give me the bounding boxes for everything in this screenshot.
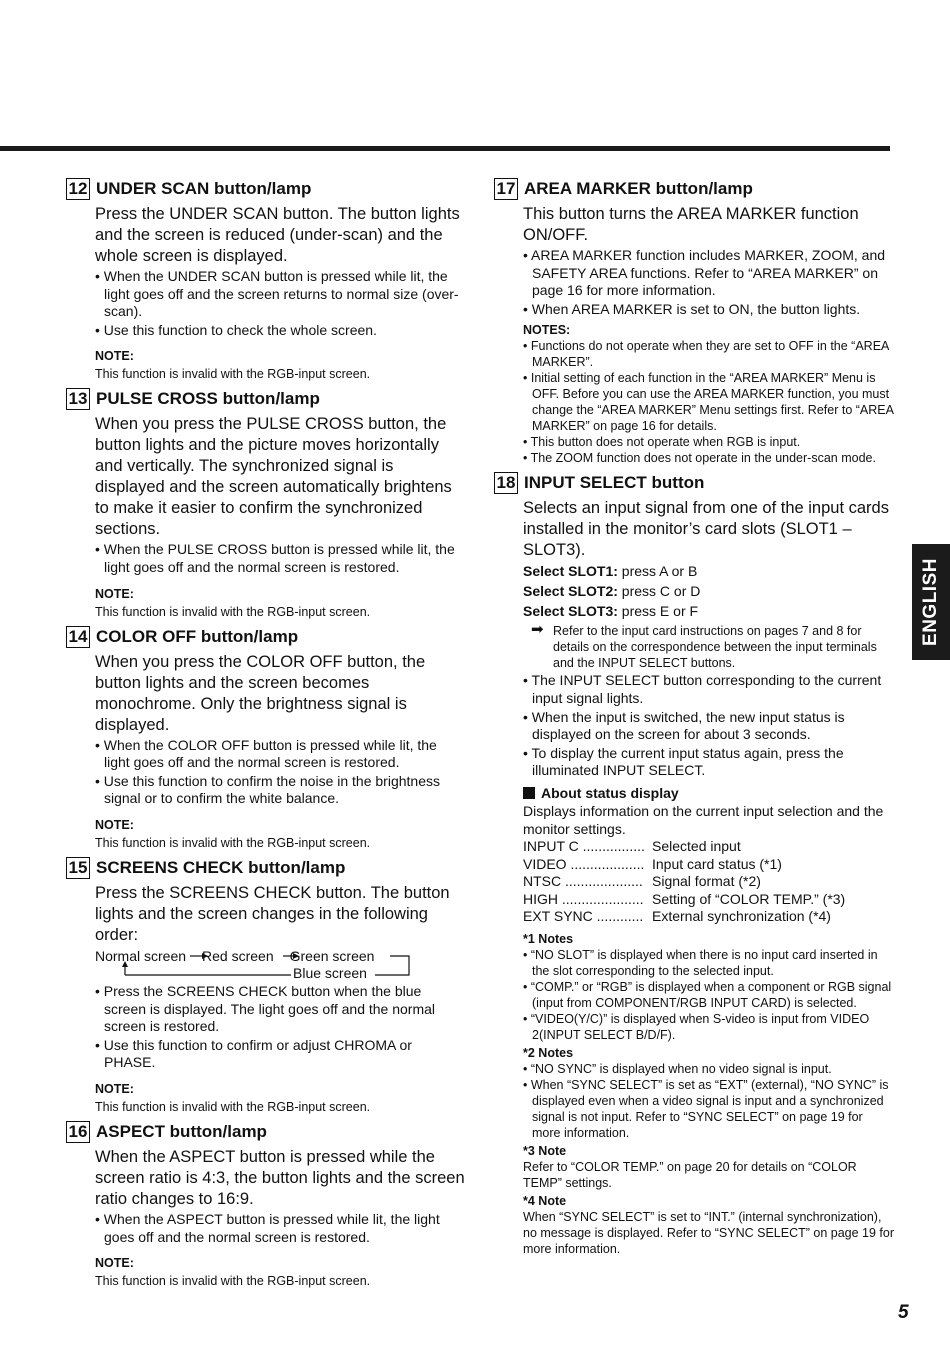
item-number: 14: [66, 626, 90, 648]
note-bullet: • “COMP.” or “RGB” is displayed when a component or RGB signal (input from COMPONENT/RGB INPUT CARD) is selected.: [523, 979, 894, 1011]
section-title: AREA MARKER button/lamp: [524, 179, 753, 198]
bullet: • When the ASPECT button is pressed while lit, the light goes off and the normal screen is restored.: [95, 1211, 466, 1246]
flow-red: Red screen: [202, 947, 274, 964]
slot-row: [523, 601, 894, 621]
slot-label: Select SLOT3:: [523, 603, 618, 620]
section-title: COLOR OFF button/lamp: [96, 626, 299, 646]
status-value: Selected input: [652, 837, 741, 854]
section-lead: This button turns the AREA MARKER function ON/OFF.: [523, 205, 859, 244]
note-bullet: • The ZOOM function does not operate in the under-scan mode.: [523, 450, 894, 466]
item-number: 18: [494, 472, 518, 494]
section-header: [66, 626, 466, 650]
section-title: INPUT SELECT button: [524, 473, 705, 493]
left-column: [66, 178, 466, 1295]
slot-value: press C or D: [617, 583, 701, 600]
notes-4-label: *4 Note: [523, 1193, 567, 1208]
note-bullet: • Initial setting of each function in the “AREA MARKER” Menu is OFF. Before you can use the AREA MARKER function, you must change the “AREA MARKER” Menu settings first. Refer to “AREA MARKER” on page 16 for details.: [523, 370, 894, 434]
status-value: External synchronization (*4): [652, 908, 831, 925]
about-status-heading: [523, 784, 894, 802]
bullet: • When the COLOR OFF button is pressed while lit, the light goes off and the normal screen is restored.: [95, 737, 466, 772]
status-key: HIGH .....................: [523, 890, 644, 907]
item-number: 13: [66, 388, 90, 410]
status-row: [523, 856, 894, 874]
section-aspect: [66, 1121, 466, 1289]
status-row: [523, 891, 894, 909]
section-lead: When you press the COLOR OFF button, the button lights and the screen becomes monochrome. Only the brightness signal is displayed.: [95, 652, 426, 734]
flow-normal: Normal screen: [95, 947, 187, 964]
note-label: NOTE:: [95, 1081, 134, 1096]
bullet: • Use this function to confirm or adjust CHROMA or PHASE.: [95, 1037, 466, 1072]
section-header: [494, 178, 894, 202]
section-title: SCREENS CHECK button/lamp: [96, 857, 346, 877]
section-color-off: [66, 626, 466, 851]
section-lead: Press the SCREENS CHECK button. The button lights and the screen changes in the following order:: [95, 883, 450, 944]
note-bullet: • “NO SLOT” is displayed when there is no input card inserted in the slot corresponding to the selected input.: [523, 947, 894, 979]
note-text: This function is invalid with the RGB-input screen.: [95, 835, 371, 850]
reference-text: Refer to the input card instructions on pages 7 and 8 for details on the correspondence between the input terminals and the INPUT SELECT buttons.: [553, 624, 877, 671]
bullet: • When the UNDER SCAN button is pressed while lit, the light goes off and the screen returns to normal size (over-scan).: [95, 268, 466, 321]
status-value: Signal format (*2): [652, 873, 761, 890]
header-rule: [0, 146, 890, 151]
section-lead: Selects an input signal from one of the input cards installed in the monitor’s card slots (SLOT1 – SLOT3).: [523, 499, 889, 560]
status-value: Input card status (*1): [652, 855, 782, 872]
note-label: NOTE:: [95, 1256, 134, 1271]
slot-label: Select SLOT2:: [523, 583, 618, 600]
note-text: This function is invalid with the RGB-input screen.: [95, 1099, 371, 1114]
status-row: [523, 908, 894, 926]
flow-green: Green screen: [289, 947, 375, 964]
bullet: • When the PULSE CROSS button is pressed while lit, the light goes off and the normal screen is restored.: [95, 541, 466, 576]
section-title: UNDER SCAN button/lamp: [96, 179, 312, 198]
slot-row: [523, 581, 894, 601]
flow-blue: Blue screen: [293, 964, 367, 981]
status-row: [523, 873, 894, 891]
about-title: About status display: [541, 784, 679, 801]
slot-label: Select SLOT1:: [523, 563, 618, 580]
notes-1-label: *1 Notes: [523, 931, 574, 946]
note-bullet: • “VIDEO(Y/C)” is displayed when S-video is input from VIDEO 2(INPUT SELECT B/D/F).: [523, 1011, 894, 1043]
language-tab-label: ENGLISH: [920, 558, 941, 646]
language-tab: [912, 544, 950, 660]
section-header: [494, 472, 894, 496]
status-key: VIDEO ...................: [523, 855, 645, 872]
status-key: EXT SYNC ............: [523, 908, 644, 925]
note-label: NOTE:: [95, 817, 134, 832]
reference-note: [523, 623, 894, 671]
status-row: [523, 838, 894, 856]
bullet: • When AREA MARKER is set to ON, the button lights.: [523, 301, 894, 319]
section-header: [66, 1121, 466, 1145]
note-4-text: When “SYNC SELECT” is set to “INT.” (internal synchronization), no message is displayed. Refer to “SYNC SELECT” on page 19 for more information.: [523, 1209, 895, 1256]
note-bullet: • “NO SYNC” is displayed when no video signal is input.: [523, 1061, 894, 1077]
section-title: ASPECT button/lamp: [96, 1121, 267, 1141]
section-lead: When the ASPECT button is pressed while the screen ratio is 4:3, the button lights and the screen ratio changes to 16:9.: [95, 1147, 465, 1208]
status-value: Setting of “COLOR TEMP.” (*3): [652, 890, 846, 907]
notes-2-label: *2 Notes: [523, 1045, 574, 1060]
item-number: 17: [494, 178, 518, 200]
bullet: • Press the SCREENS CHECK button when the blue screen is displayed. The light goes off and the normal screen is restored.: [95, 983, 466, 1036]
slot-row: [523, 561, 894, 581]
section-screens-check: [66, 857, 466, 1115]
section-under-scan: [66, 178, 466, 382]
right-column: [494, 178, 894, 1263]
flow-line-1: [95, 948, 374, 965]
bullet: • Use this function to check the whole screen.: [95, 322, 466, 340]
status-key: INPUT C ................: [523, 837, 645, 854]
section-lead: Press the UNDER SCAN button. The button lights and the screen is reduced (under-scan) and the whole screen is displayed.: [95, 205, 460, 265]
item-number: 12: [66, 178, 90, 200]
notes-label: NOTES:: [523, 323, 571, 338]
note-bullet: • When “SYNC SELECT” is set as “EXT” (external), “NO SYNC” is displayed even when a video signal is input and a synchronized signal is not input. Refer to “SYNC SELECT” on page 19 for more information.: [523, 1077, 894, 1141]
section-pulse-cross: [66, 388, 466, 619]
note-bullet: • Functions do not operate when they are set to OFF in the “AREA MARKER”.: [523, 338, 894, 370]
notes-3-label: *3 Note: [523, 1143, 567, 1158]
status-key: NTSC ....................: [523, 873, 643, 890]
screen-order-diagram: [95, 948, 466, 982]
section-header: [66, 178, 466, 202]
note-label: NOTE:: [95, 349, 134, 364]
note-text: This function is invalid with the RGB-input screen.: [95, 367, 371, 382]
section-area-marker: [494, 178, 894, 466]
note-text: This function is invalid with the RGB-input screen.: [95, 604, 371, 619]
section-header: [66, 857, 466, 881]
note-label: NOTE:: [95, 586, 134, 601]
item-number: 15: [66, 857, 90, 879]
square-bullet-icon: [523, 787, 535, 799]
slot-value: press A or B: [617, 563, 698, 580]
bullet: • The INPUT SELECT button corresponding to the current input signal lights.: [523, 672, 894, 707]
page-number: 5: [898, 1302, 909, 1323]
section-title: PULSE CROSS button/lamp: [96, 389, 320, 409]
slot-value: press E or F: [617, 603, 699, 620]
note-3-text: Refer to “COLOR TEMP.” on page 20 for details on “COLOR TEMP” settings.: [523, 1159, 857, 1190]
about-text: Displays information on the current input selection and the monitor settings.: [523, 802, 884, 837]
note-bullet: • This button does not operate when RGB is input.: [523, 434, 894, 450]
bullet: • When the input is switched, the new input status is displayed on the screen for about 3 seconds.: [523, 709, 894, 744]
item-number: 16: [66, 1121, 90, 1143]
right-arrow-icon: ➡: [531, 621, 544, 639]
section-input-select: [494, 472, 894, 1257]
bullet: • Use this function to confirm the noise in the brightness signal or to confirm the white balance.: [95, 773, 466, 808]
bullet: • AREA MARKER function includes MARKER, ZOOM, and SAFETY AREA functions. Refer to “AREA MARKER” on page 16 for more information.: [523, 247, 894, 300]
note-text: This function is invalid with the RGB-input screen.: [95, 1274, 371, 1289]
section-header: [66, 388, 466, 412]
bullet: • To display the current input status again, press the illuminated INPUT SELECT.: [523, 745, 894, 780]
section-lead: When you press the PULSE CROSS button, the button lights and the picture moves horizontally and vertically. The synchronized signal is displayed and the screen automatically brightens to make it easier to confirm the synchronized sections.: [95, 415, 452, 539]
